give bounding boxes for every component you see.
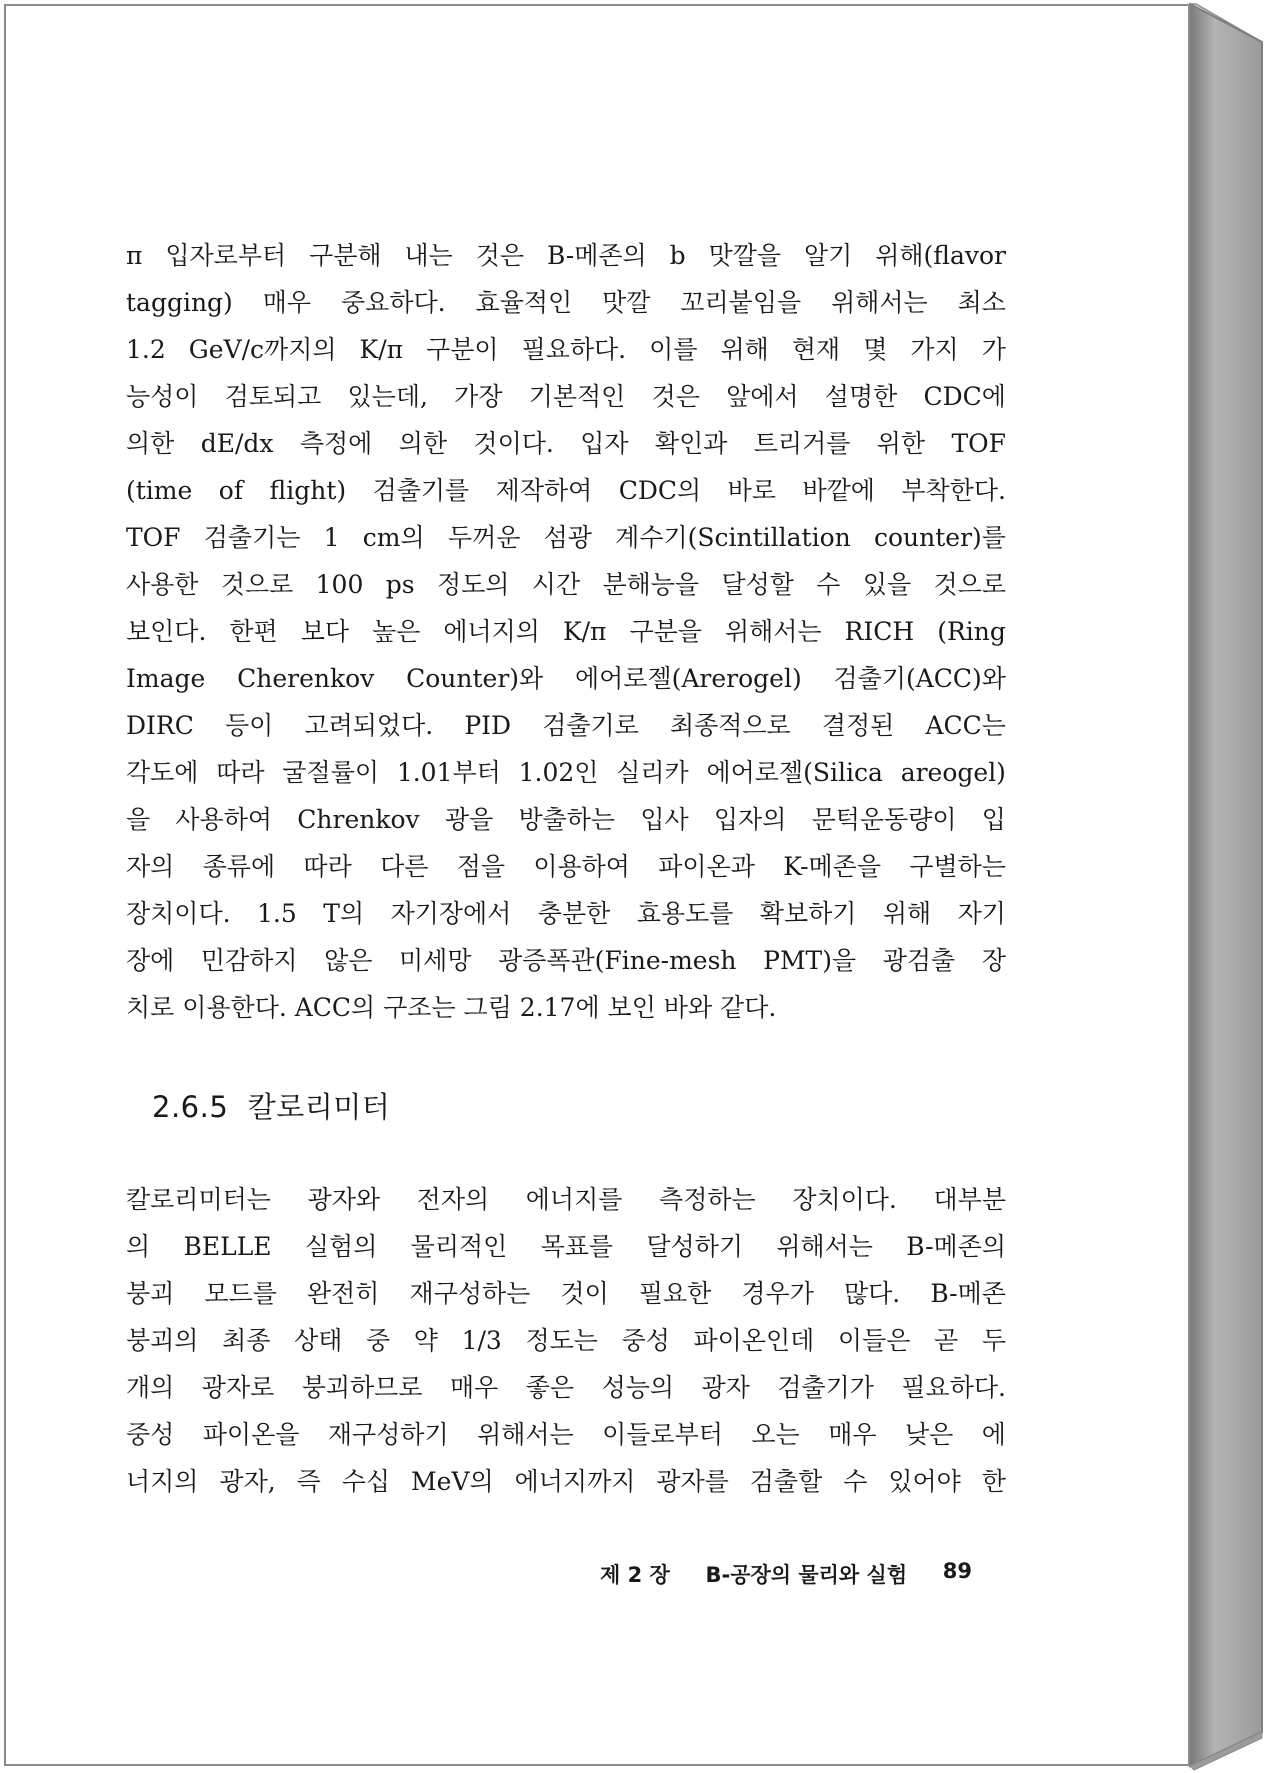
footer-chapter: 제 2 장 — [600, 1563, 670, 1587]
text-line: 붕괴의 최종 상태 중 약 1/3 정도는 중성 파이온인데 이들은 곧 두 — [126, 1326, 1006, 1355]
text-line: 너지의 광자, 즉 수십 MeV의 에너지까지 광자를 검출할 수 있어야 한 — [126, 1467, 1006, 1496]
text-line: 개의 광자로 붕괴하므로 매우 좋은 성능의 광자 검출기가 필요하다. — [126, 1373, 1006, 1402]
text-line: 사용한 것으로 100 ps 정도의 시간 분해능을 달성할 수 있을 것으로 — [126, 570, 1006, 599]
page-number: 89 — [942, 1559, 972, 1583]
text-line: Image Cherenkov Counter)와 에어로젤(Arerogel) 검출기(ACC)와 — [126, 664, 1006, 693]
section-title: 칼로리미터 — [247, 1090, 391, 1124]
text-line: DIRC 등이 고려되었다. PID 검출기로 최종적으로 결정된 ACC는 — [126, 711, 1006, 740]
text-line: 장에 민감하지 않은 미세망 광증폭관(Fine-mesh PMT)을 광검출 장 — [126, 946, 1006, 975]
text-line: tagging) 매우 중요하다. 효율적인 맛깔 꼬리붙임을 위해서는 최소 — [126, 288, 1006, 317]
text-line: 을 사용하여 Chrenkov 광을 방출하는 입사 입자의 문턱운동량이 입 — [126, 805, 1006, 834]
text-line: 장치이다. 1.5 T의 자기장에서 충분한 효용도를 확보하기 위해 자기 — [126, 899, 1006, 928]
text-line: 자의 종류에 따라 다른 점을 이용하여 파이온과 K-메존을 구별하는 — [126, 852, 1006, 881]
text-line: 보인다. 한편 보다 높은 에너지의 K/π 구분을 위해서는 RICH (Ring — [126, 617, 1006, 646]
body-paragraph — [126, 232, 1006, 1031]
text-line: 칼로리미터는 광자와 전자의 에너지를 측정하는 장치이다. 대부분 — [126, 1185, 1006, 1214]
text-line: 1.2 GeV/c까지의 K/π 구분이 필요하다. 이를 위해 현재 몇 가지 가 — [126, 335, 1006, 364]
text-line: 각도에 따라 굴절률이 1.01부터 1.02인 실리카 에어로젤(Silica areogel) — [126, 758, 1006, 787]
text-line: 붕괴 모드를 완전히 재구성하는 것이 필요한 경우가 많다. B-메존 — [126, 1279, 1006, 1308]
section-paragraph — [126, 1176, 1006, 1505]
text-line: 의한 dE/dx 측정에 의한 것이다. 입자 확인과 트리거를 위한 TOF — [126, 429, 1006, 458]
text-line: 능성이 검토되고 있는데, 가장 기본적인 것은 앞에서 설명한 CDC에 — [126, 382, 1006, 411]
text-line: π 입자로부터 구분해 내는 것은 B-메존의 b 맛깔을 알기 위해(flavor — [126, 241, 1006, 270]
section-heading — [152, 1085, 390, 1126]
text-line: (time of flight) 검출기를 제작하여 CDC의 바로 바깥에 부착한다. — [126, 476, 1006, 505]
text-line: 치로 이용한다. ACC의 구조는 그림 2.17에 보인 바와 같다. — [126, 993, 777, 1022]
running-footer — [600, 1559, 972, 1589]
section-number: 2.6.5 — [152, 1090, 229, 1124]
text-line: TOF 검출기는 1 cm의 두꺼운 섬광 계수기(Scintillation counter)를 — [126, 523, 1006, 552]
text-line: 의 BELLE 실험의 물리적인 목표를 달성하기 위해서는 B-메존의 — [126, 1232, 1006, 1261]
footer-chapter-title: B-공장의 물리와 실험 — [705, 1563, 908, 1587]
text-line: 중성 파이온을 재구성하기 위해서는 이들로부터 오는 매우 낮은 에 — [126, 1420, 1006, 1449]
